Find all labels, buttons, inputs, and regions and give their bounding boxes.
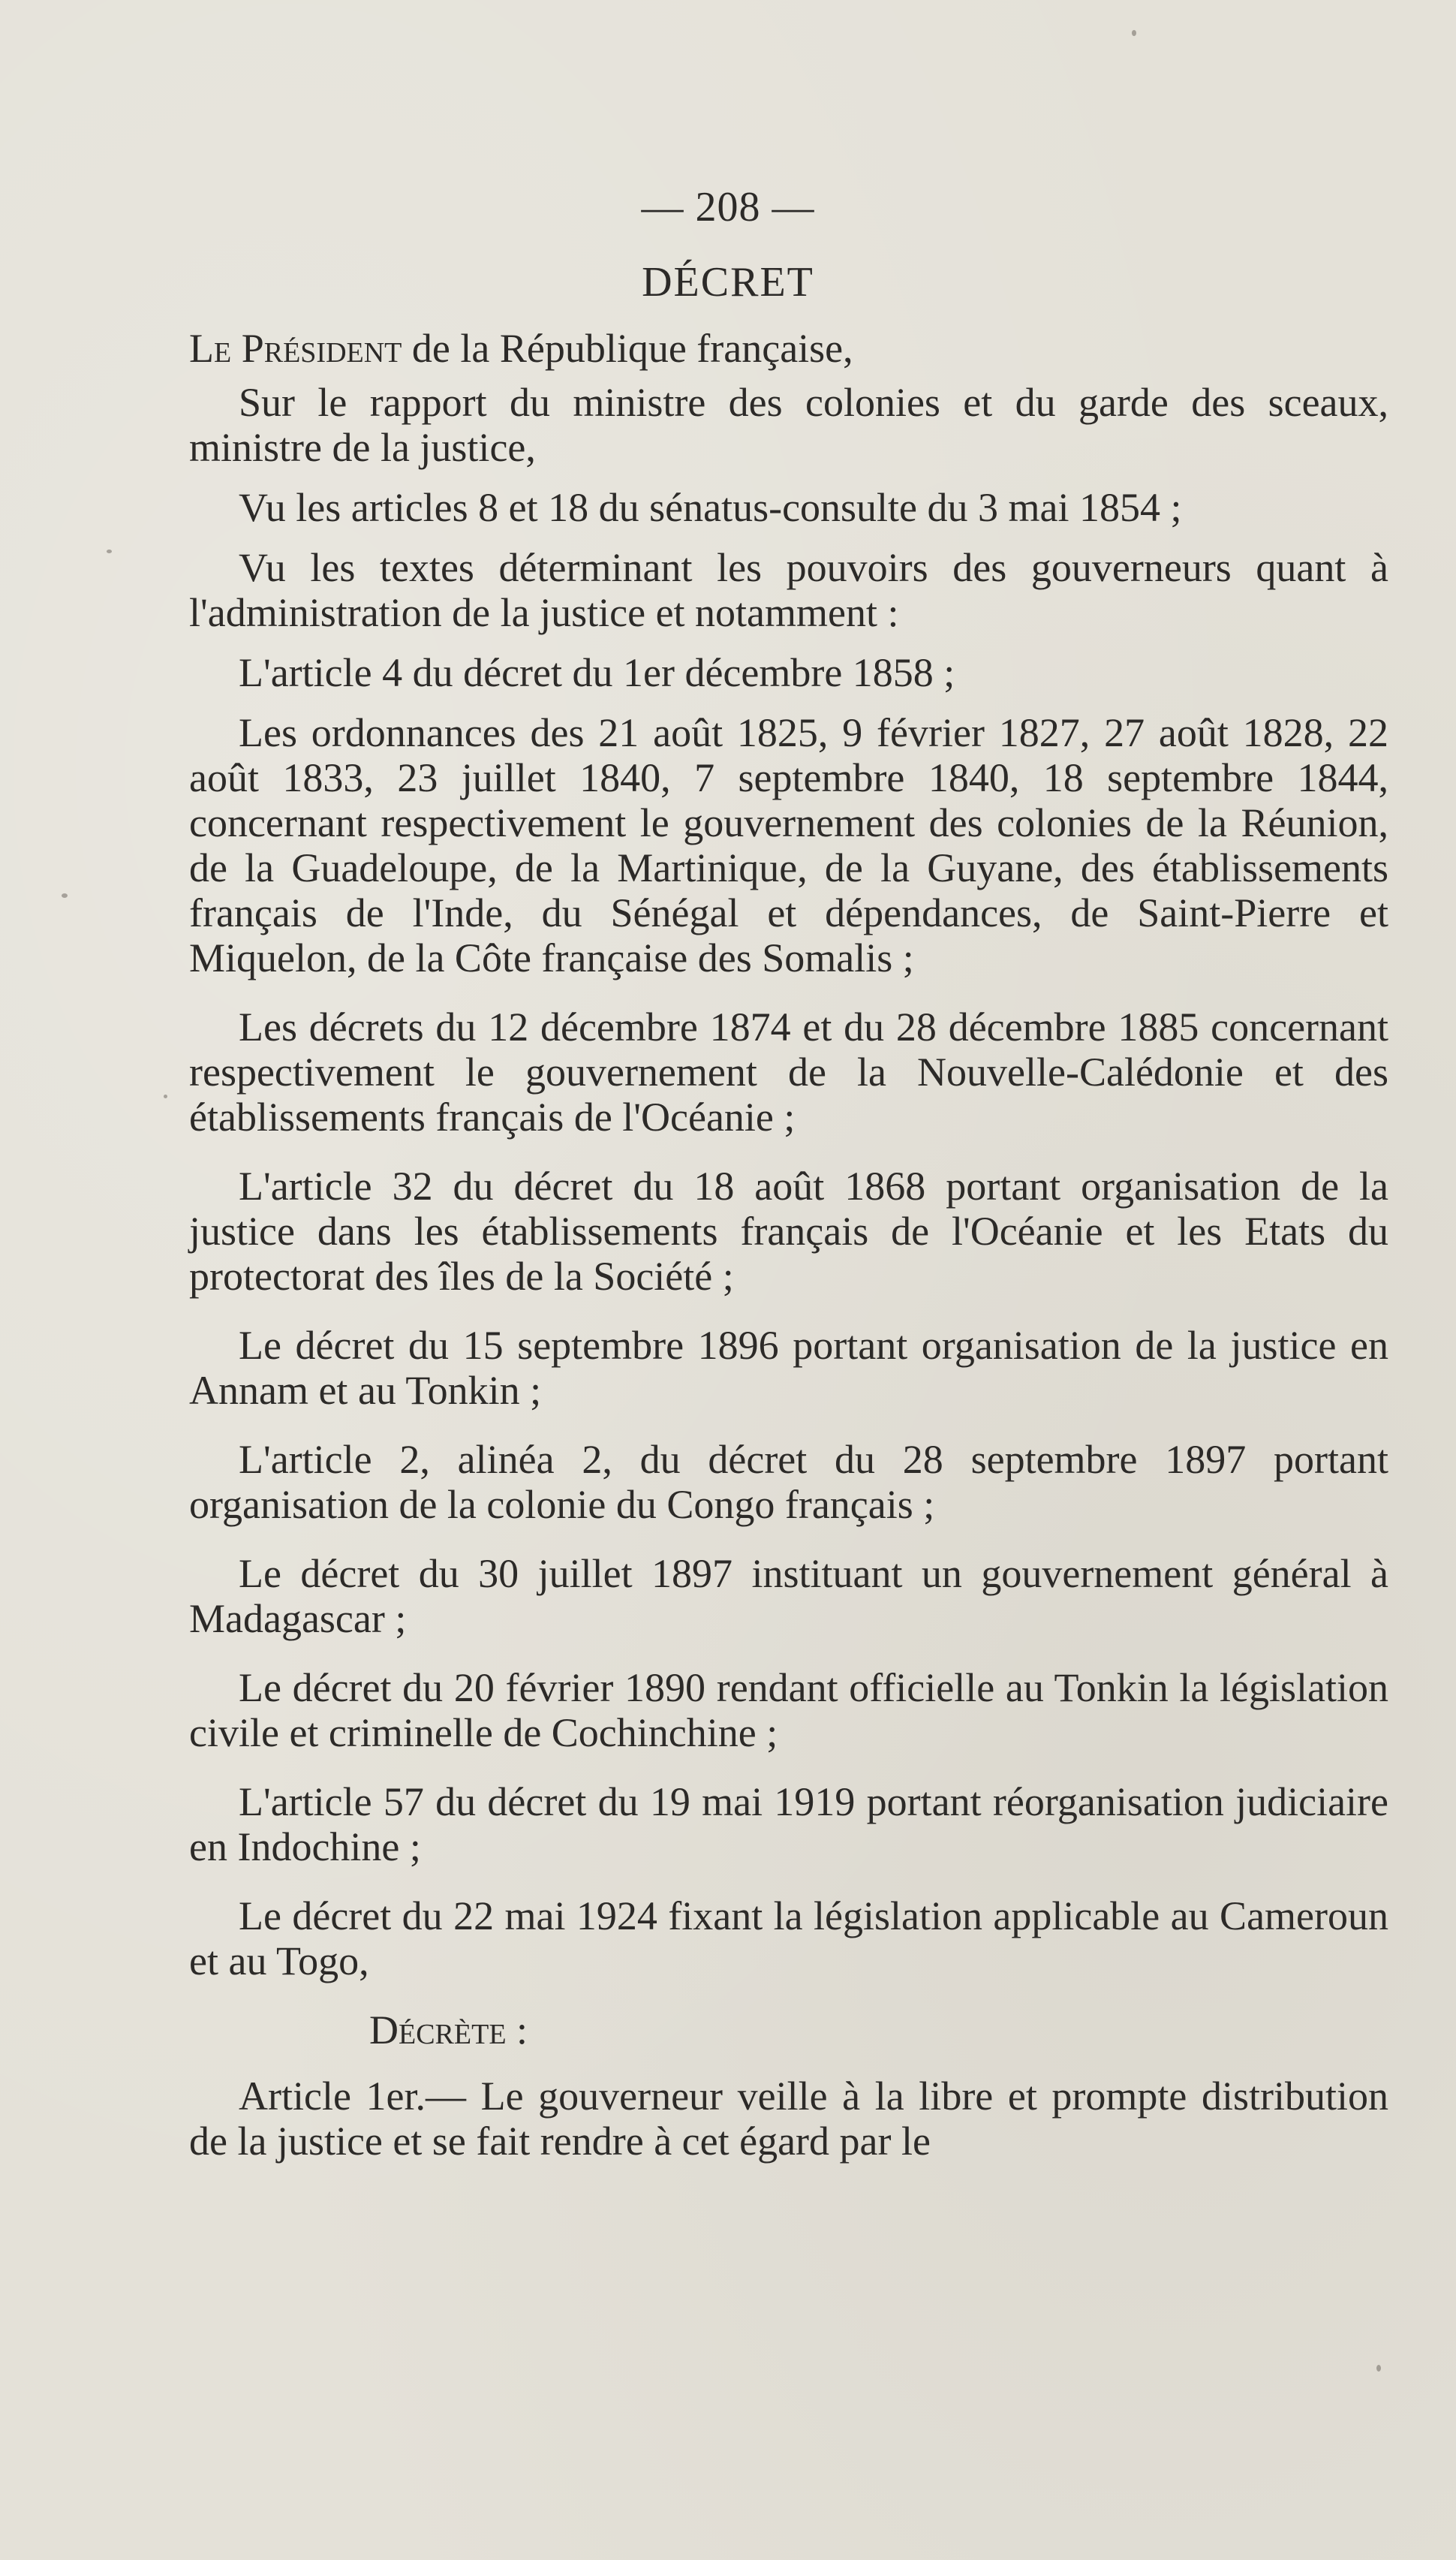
considerant-paragraph: Les ordonnances des 21 août 1825, 9 février 1827, 27 août 1828, 22 août 1833, 23 juillet 1840, 7 septembre 1840, 18 septembre 1844, concernant respectivement le gouvernement des colonies de la Réunion, de la Guadeloupe, de la Martinique, de la Guyane, des établissements français de l'Inde, du Sénégal et dépendances, de Saint-Pierre et Miquelon, de la Côte française des Somalis ; [189, 710, 1388, 980]
considerant-paragraph: L'article 4 du décret du 1er décembre 1858 ; [239, 650, 955, 695]
considerant-paragraph: Vu les textes déterminant les pouvoirs des gouverneurs quant à l'administration de la justice et notamment : [189, 545, 1388, 635]
paper-speck [164, 1095, 167, 1098]
considerant-paragraph: L'article 32 du décret du 18 août 1868 portant organisation de la justice dans les établissements français de l'Océanie et les Etats du protectorat des îles de la Société ; [189, 1164, 1388, 1299]
president-title: Le Président [189, 326, 402, 371]
considerant-paragraph: Le décret du 30 juillet 1897 instituant un gouvernement général à Madagascar ; [189, 1551, 1388, 1641]
opening-rest: de la République française, [402, 326, 853, 371]
article-1-paragraph: Article 1er.— Le gouverneur veille à la libre et prompte distribution de la justice et se fait rendre à cet égard par le [189, 2074, 1388, 2164]
considerant-paragraph: Le décret du 20 février 1890 rendant officielle au Tonkin la législation civile et criminelle de Cochinchine ; [189, 1665, 1388, 1755]
paper-speck [107, 550, 112, 553]
considerant-paragraph: Le décret du 22 mai 1924 fixant la législation applicable au Cameroun et au Togo, [189, 1893, 1388, 1983]
considerant-paragraph: Sur le rapport du ministre des colonies et du garde des sceaux, ministre de la justice, [189, 380, 1388, 470]
paper-speck [1132, 30, 1136, 36]
considerant-paragraph: L'article 2, alinéa 2, du décret du 28 septembre 1897 portant organisation de la colonie du Congo français ; [189, 1437, 1388, 1527]
paper-speck [62, 893, 68, 898]
considerant-paragraph: Vu les articles 8 et 18 du sénatus-consulte du 3 mai 1854 ; [239, 485, 1182, 530]
paper-speck [1376, 2365, 1381, 2372]
considerant-paragraph: Les décrets du 12 décembre 1874 et du 28 décembre 1885 concernant respectivement le gouvernement de la Nouvelle-Calédonie et des établissements français de l'Océanie ; [189, 1004, 1388, 1140]
considerant-paragraph: L'article 57 du décret du 19 mai 1919 portant réorganisation judiciaire en Indochine ; [189, 1779, 1388, 1869]
page-number: — 208 — [641, 184, 815, 230]
opening-line [189, 326, 1388, 371]
decree-heading: DÉCRET [642, 259, 814, 306]
decree-body [189, 326, 1388, 2188]
considerant-paragraph: Le décret du 15 septembre 1896 portant organisation de la justice en Annam et au Tonkin ; [189, 1323, 1388, 1413]
decrees-label: Décrète : [369, 2007, 528, 2053]
